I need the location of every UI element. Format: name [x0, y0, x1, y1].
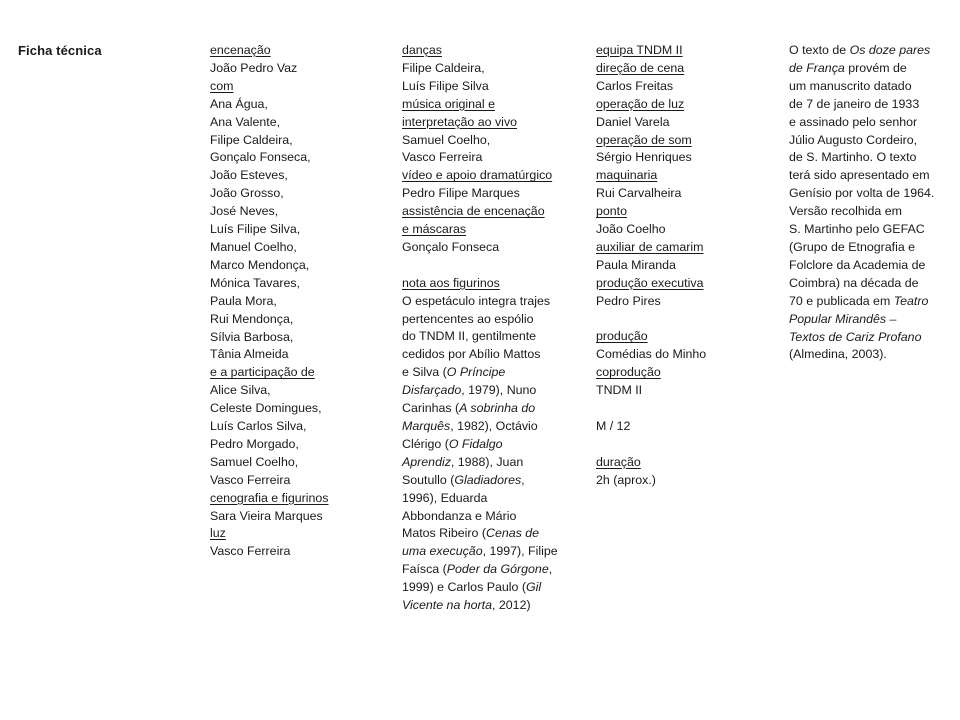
credit-name: Gonçalo Fonseca — [402, 239, 500, 254]
credit-name: José Neves, — [210, 204, 279, 219]
text-line — [596, 185, 764, 203]
spacer — [596, 436, 764, 454]
text-line — [596, 418, 764, 436]
credit-name: Folclore da Academia de — [789, 257, 926, 272]
text-line — [596, 257, 764, 275]
italic-title: Disfarçado — [402, 383, 462, 398]
text-line — [210, 203, 380, 221]
text-fragment: , 1982), Octávio — [450, 419, 538, 434]
text-line — [596, 221, 764, 239]
credit-name: Luís Filipe Silva — [402, 78, 489, 93]
italic-title: Textos de Cariz Profano — [789, 329, 922, 344]
text-line — [789, 149, 951, 167]
credit-name: Manuel Coelho, — [210, 239, 297, 254]
spacer — [596, 400, 764, 418]
text-note-column — [789, 42, 951, 364]
text-fragment: , 1979), Nuno — [461, 383, 537, 398]
text-fragment: , — [548, 562, 553, 577]
credit-name: terá sido apresentado em — [789, 168, 930, 183]
credit-role-line — [402, 96, 578, 114]
text-line — [402, 454, 578, 472]
text-line — [210, 454, 380, 472]
text-line — [596, 149, 764, 167]
text-line — [789, 293, 951, 311]
credit-name: um manuscrito datado — [789, 78, 912, 93]
text-line — [789, 42, 951, 60]
credit-name: Filipe Caldeira, — [210, 132, 293, 147]
credit-name: João Coelho — [596, 222, 666, 237]
text-fragment: , 1997), Filipe — [482, 544, 558, 559]
credit-name: Vasco Ferreira — [210, 544, 291, 559]
credit-name: 2h (aprox.) — [596, 472, 656, 487]
text-line — [210, 543, 380, 561]
text-line — [789, 185, 951, 203]
credit-role-label: cenografia e figurinos — [210, 490, 329, 505]
text-line — [210, 436, 380, 454]
italic-title: Aprendiz — [402, 454, 451, 469]
italic-title: Gladiadores — [454, 472, 522, 487]
text-line — [789, 114, 951, 132]
credit-role-label: operação de luz — [596, 96, 685, 111]
credit-name: Alice Silva, — [210, 383, 271, 398]
credit-role-line — [210, 490, 380, 508]
credit-role-label: coprodução — [596, 365, 661, 380]
credit-role-label: assistência de encenação — [402, 204, 545, 219]
credit-name: M / 12 — [596, 419, 631, 433]
credit-name: e assinado pelo senhor — [789, 114, 918, 129]
credit-name: Samuel Coelho, — [402, 132, 491, 147]
spacer — [596, 311, 764, 329]
text-fragment: , 2012) — [492, 598, 531, 613]
credit-role-label: com — [210, 78, 234, 93]
text-line — [210, 346, 380, 364]
credit-name: Paula Miranda — [596, 257, 676, 272]
credit-role-label: vídeo e apoio dramatúrgico — [402, 168, 553, 183]
credit-role-line — [596, 275, 764, 293]
text-line — [789, 167, 951, 185]
text-line — [210, 508, 380, 526]
text-line — [402, 364, 578, 382]
credit-name: Versão recolhida em — [789, 204, 902, 219]
italic-title: Vicente na horta — [402, 598, 493, 613]
spacer — [402, 257, 578, 275]
credit-role-line — [596, 364, 764, 382]
text-line — [402, 579, 578, 597]
credit-name: TNDM II — [596, 383, 643, 398]
credit-role-line — [210, 525, 380, 543]
text-line — [402, 472, 578, 490]
text-line — [789, 221, 951, 239]
credit-name: Pedro Pires — [596, 293, 661, 308]
credit-role-line — [596, 203, 764, 221]
text-line — [596, 114, 764, 132]
italic-title: O Fidalgo — [448, 436, 503, 451]
text-line — [402, 311, 578, 329]
credit-role-line — [596, 454, 764, 472]
text-line — [789, 275, 951, 293]
text-fragment: 70 e publicada em — [789, 293, 894, 308]
italic-title: Poder da Górgone — [446, 562, 549, 577]
text-line — [402, 328, 578, 346]
text-line — [789, 132, 951, 150]
credit-name: S. Martinho pelo GEFAC — [789, 222, 925, 237]
credit-name: Vasco Ferreira — [402, 150, 483, 165]
credit-role-label: encenação — [210, 43, 271, 57]
text-line — [210, 167, 380, 185]
credit-role-line — [596, 239, 764, 257]
text-line — [402, 60, 578, 78]
credit-name: Vasco Ferreira — [210, 472, 291, 487]
italic-title: Teatro — [893, 293, 929, 308]
credit-name: pertencentes ao espólio — [402, 311, 534, 326]
text-fragment: 1999) e Carlos Paulo ( — [402, 580, 526, 595]
credit-name: Celeste Domingues, — [210, 401, 322, 416]
text-line — [789, 78, 951, 96]
credit-name: João Grosso, — [210, 186, 284, 201]
text-line — [402, 400, 578, 418]
credit-name: Sérgio Henriques — [596, 150, 692, 165]
text-line — [402, 561, 578, 579]
credit-role-line — [596, 42, 764, 60]
text-line — [210, 329, 380, 347]
credit-name: Daniel Varela — [596, 114, 670, 129]
text-line — [210, 275, 380, 293]
credit-role-line — [402, 203, 578, 221]
text-line — [402, 239, 578, 257]
credit-name: de S. Martinho. O texto — [789, 150, 917, 165]
text-line — [402, 132, 578, 150]
text-line — [210, 149, 380, 167]
credit-role-label: nota aos figurinos — [402, 275, 500, 290]
text-line — [210, 185, 380, 203]
credit-role-line — [596, 96, 764, 114]
italic-title: Gil — [525, 580, 542, 595]
credit-name: Carlos Freitas — [596, 78, 674, 93]
credit-role-line — [402, 221, 578, 239]
text-fragment: , — [521, 472, 525, 487]
credit-name: João Esteves, — [210, 168, 288, 183]
text-line — [596, 346, 764, 364]
credit-role-label: interpretação ao vivo — [402, 114, 518, 129]
text-line — [210, 132, 380, 150]
text-line — [789, 239, 951, 257]
credits-column-2 — [402, 42, 578, 615]
credit-role-label: e a participação de — [210, 365, 315, 380]
text-line — [402, 346, 578, 364]
credit-name: Rui Mendonça, — [210, 311, 294, 326]
text-fragment: Carinhas ( — [402, 401, 460, 416]
credit-name: (Almedina, 2003). — [789, 347, 887, 362]
credit-role-label: maquinaria — [596, 168, 658, 183]
text-line — [402, 543, 578, 561]
credit-name: do TNDM II, gentilmente — [402, 329, 537, 344]
italic-title: de França — [789, 60, 845, 75]
text-line — [596, 293, 764, 311]
credit-name: Rui Carvalheira — [596, 186, 682, 201]
text-line — [210, 382, 380, 400]
text-fragment: Clérigo ( — [402, 436, 449, 451]
credits-column-1 — [210, 42, 380, 561]
credit-role-label: operação de som — [596, 132, 692, 147]
credit-name: Ana Água, — [210, 96, 268, 111]
credit-role-label: luz — [210, 526, 226, 541]
credit-role-line — [596, 328, 764, 346]
text-line — [596, 472, 764, 490]
credit-role-label: ponto — [596, 204, 628, 219]
text-fragment: Soutullo ( — [402, 472, 455, 487]
credit-name: de 7 de janeiro de 1933 — [789, 96, 920, 111]
text-line — [789, 203, 951, 221]
credit-name: Gonçalo Fonseca, — [210, 150, 311, 165]
credit-role-label: danças — [402, 43, 442, 57]
text-fragment: Faísca ( — [402, 562, 447, 577]
text-line — [789, 311, 951, 329]
credit-name: Tânia Almeida — [210, 347, 289, 362]
text-line — [210, 400, 380, 418]
text-line — [402, 418, 578, 436]
text-line — [210, 418, 380, 436]
credit-name: Pedro Morgado, — [210, 436, 299, 451]
text-line — [789, 329, 951, 347]
text-line — [789, 60, 951, 78]
text-line — [210, 114, 380, 132]
text-line — [210, 311, 380, 329]
text-line — [402, 149, 578, 167]
text-fragment: Matos Ribeiro ( — [402, 526, 487, 541]
text-fragment: O texto de — [789, 43, 850, 57]
text-line — [210, 221, 380, 239]
text-fragment: , 1988), Juan — [450, 454, 524, 469]
credit-name: cedidos por Abílio Mattos — [402, 347, 541, 362]
credit-role-line — [402, 275, 578, 293]
credit-name: Coimbra) na década de — [789, 275, 919, 290]
credit-role-label: equipa TNDM II — [596, 43, 683, 57]
credit-role-label: música original e — [402, 96, 495, 111]
text-line — [402, 78, 578, 96]
text-line — [210, 293, 380, 311]
credit-role-label: duração — [596, 454, 641, 469]
credit-name: Genísio por volta de 1964. — [789, 186, 935, 201]
credit-name: Comédias do Minho — [596, 347, 707, 362]
credit-name: Mónica Tavares, — [210, 275, 300, 290]
text-line — [210, 96, 380, 114]
text-fragment: e Silva ( — [402, 365, 447, 380]
credit-role-line — [402, 114, 578, 132]
text-line — [402, 490, 578, 508]
credit-name: Samuel Coelho, — [210, 454, 299, 469]
credit-role-label: direção de cena — [596, 60, 685, 75]
credit-name: O espetáculo integra trajes — [402, 293, 551, 308]
text-line — [402, 508, 578, 526]
text-line — [402, 436, 578, 454]
credit-name: João Pedro Vaz — [210, 60, 298, 75]
credit-name: Luís Filipe Silva, — [210, 222, 301, 237]
credit-role-label: produção executiva — [596, 275, 704, 290]
italic-title: uma execução — [402, 544, 483, 559]
credit-name: Júlio Augusto Cordeiro, — [789, 132, 918, 147]
credit-name: Paula Mora, — [210, 293, 277, 308]
text-line — [210, 239, 380, 257]
text-line — [402, 597, 578, 615]
credit-name: Filipe Caldeira, — [402, 60, 485, 75]
credit-role-line — [596, 132, 764, 150]
credit-role-line — [210, 42, 380, 60]
credit-role-line — [402, 167, 578, 185]
credit-name: Abbondanza e Mário — [402, 508, 517, 523]
text-line — [596, 78, 764, 96]
italic-title: A sobrinha do — [459, 401, 536, 416]
credits-column-3 — [596, 42, 764, 490]
credit-name: Marco Mendonça, — [210, 257, 310, 272]
credit-name: Sara Vieira Marques — [210, 508, 323, 523]
text-fragment: provém de — [844, 60, 907, 75]
credit-role-line — [210, 364, 380, 382]
italic-title: Os doze pares — [849, 43, 931, 57]
credit-role-line — [402, 42, 578, 60]
italic-title: Cenas de — [486, 526, 540, 541]
text-line — [789, 257, 951, 275]
credit-role-label: auxiliar de camarim — [596, 239, 704, 254]
text-line — [789, 346, 951, 364]
section-heading: Ficha técnica — [18, 43, 102, 58]
text-line — [210, 472, 380, 490]
text-line — [596, 382, 764, 400]
credit-name: (Grupo de Etnografia e — [789, 239, 916, 254]
text-line — [210, 257, 380, 275]
credit-name: Ana Valente, — [210, 114, 281, 129]
text-line — [210, 60, 380, 78]
italic-title: Popular Mirandês – — [789, 311, 897, 326]
text-line — [402, 382, 578, 400]
text-line — [402, 185, 578, 203]
credit-role-line — [210, 78, 380, 96]
credit-name: Sílvia Barbosa, — [210, 329, 294, 344]
credit-name: 1996), Eduarda — [402, 490, 488, 505]
text-line — [402, 525, 578, 543]
credit-role-line — [596, 167, 764, 185]
italic-title: Marquês — [402, 419, 451, 434]
italic-title: O Príncipe — [446, 365, 506, 380]
credit-name: Luís Carlos Silva, — [210, 419, 307, 434]
text-line — [402, 293, 578, 311]
credit-name: Pedro Filipe Marques — [402, 186, 520, 201]
credit-role-label: produção — [596, 329, 648, 344]
credit-role-label: e máscaras — [402, 222, 467, 237]
text-line — [789, 96, 951, 114]
credit-role-line — [596, 60, 764, 78]
